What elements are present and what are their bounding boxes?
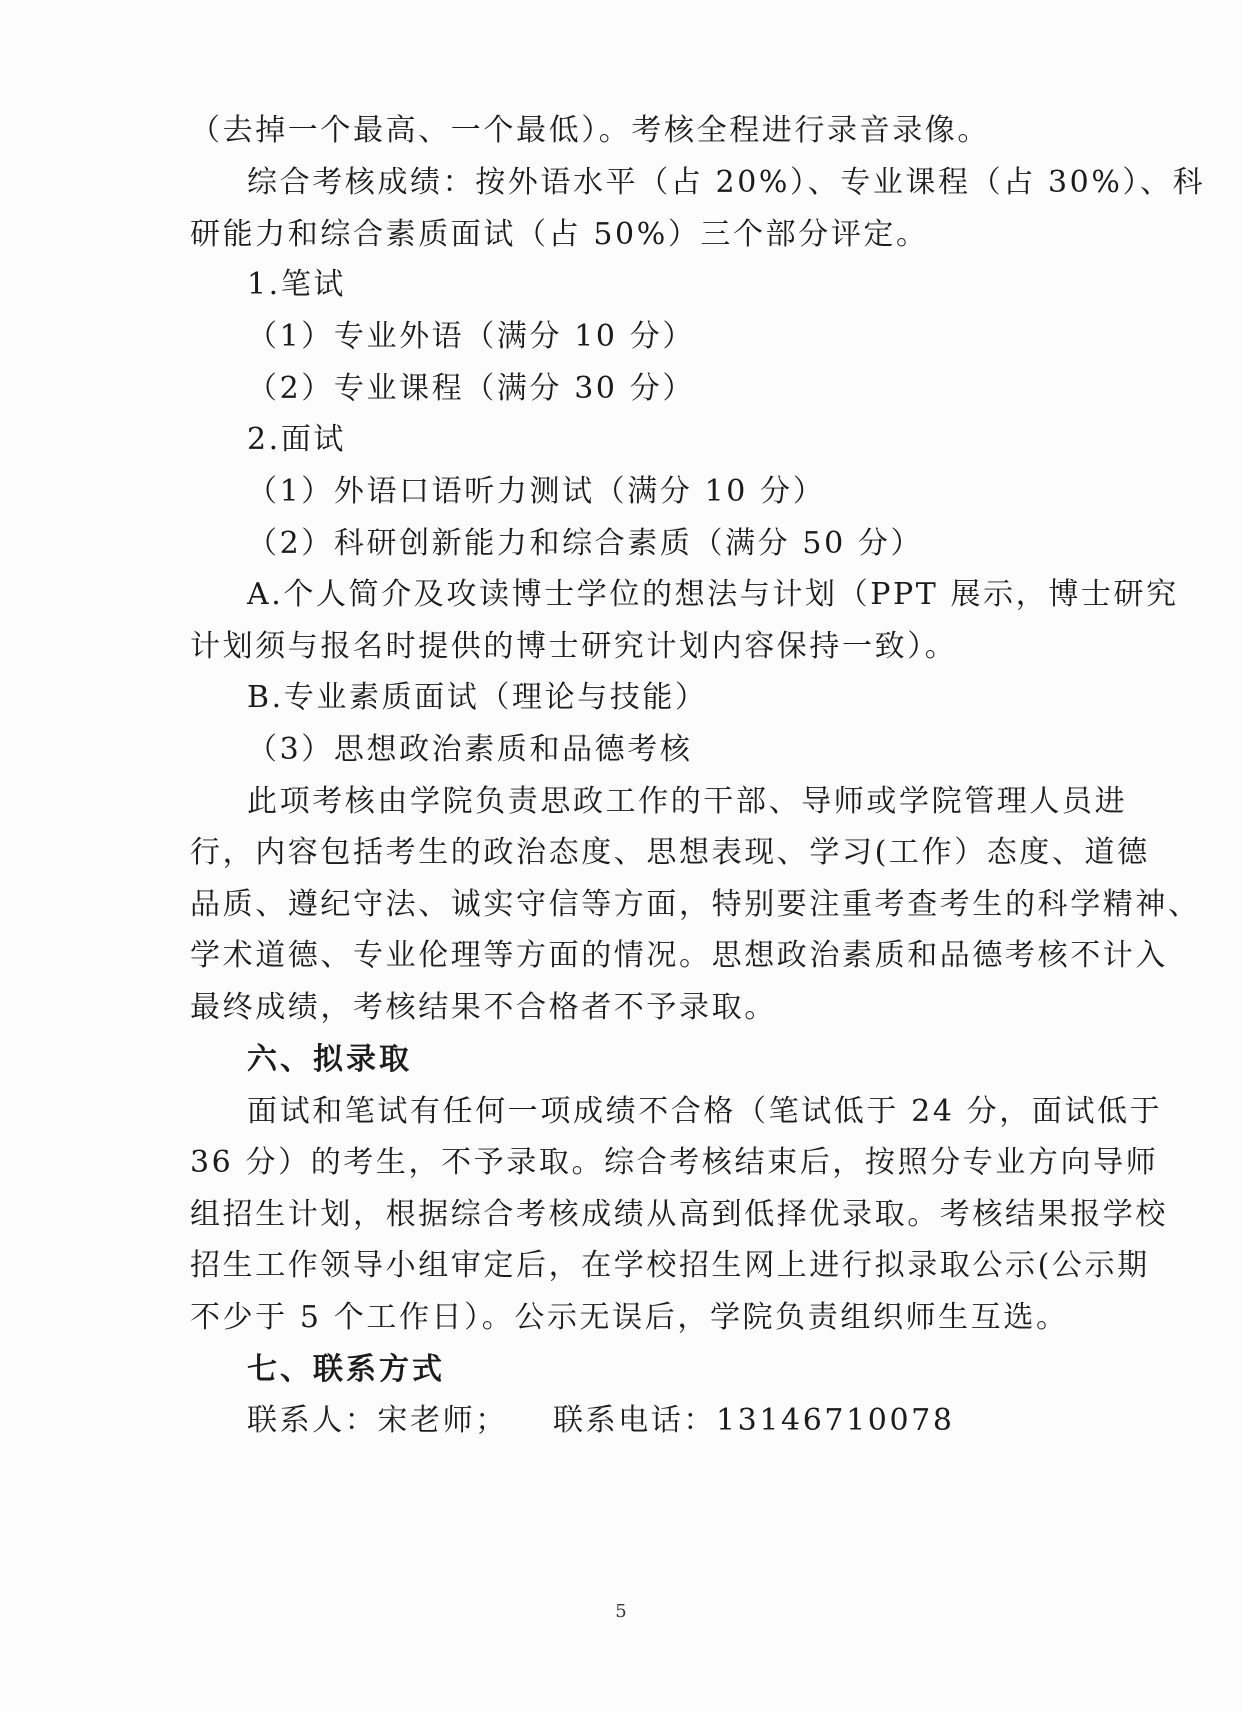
list-item: （1）外语口语听力测试（满分 10 分）: [247, 474, 826, 509]
paragraph-line: 此项考核由学院负责思政工作的干部、导师或学院管理人员进: [247, 784, 1128, 819]
paragraph-line: 综合考核成绩：按外语水平（占 20%）、专业课程（占 30%）、科: [247, 165, 1206, 200]
list-item: （2）科研创新能力和综合素质（满分 50 分）: [247, 526, 924, 561]
list-item: （2）专业课程（满分 30 分）: [247, 371, 695, 406]
paragraph-line: 最终成绩，考核结果不合格者不予录取。: [190, 990, 777, 1025]
section-item-written-exam: 1.笔试: [247, 267, 347, 302]
paragraph-line: 不少于 5 个工作日）。公示无误后，学院负责组织师生互选。: [190, 1300, 1069, 1335]
paragraph-line: 36 分）的考生，不予录取。综合考核结束后，按照分专业方向导师: [190, 1145, 1159, 1180]
paragraph-line: B.专业素质面试（理论与技能）: [247, 680, 708, 715]
list-item: （1）专业外语（满分 10 分）: [247, 319, 695, 354]
paragraph-line: 面试和笔试有任何一项成绩不合格（笔试低于 24 分，面试低于: [247, 1094, 1163, 1129]
list-item: （3）思想政治素质和品德考核: [247, 732, 693, 767]
paragraph-line: 组招生计划，根据综合考核成绩从高到低择优录取。考核结果报学校: [190, 1197, 1168, 1232]
section-heading-contact: 七、联系方式: [247, 1352, 445, 1387]
paragraph-line: 品质、遵纪守法、诚实守信等方面，特别要注重考查考生的科学精神、: [190, 887, 1201, 922]
paragraph-line: 研能力和综合素质面试（占 50%）三个部分评定。: [190, 217, 929, 252]
contact-person: 联系人：宋老师；: [247, 1403, 508, 1438]
section-heading-admission: 六、拟录取: [247, 1042, 412, 1077]
paragraph-line: 招生工作领导小组审定后，在学校招生网上进行拟录取公示(公示期: [190, 1248, 1150, 1283]
section-item-interview: 2.面试: [247, 422, 347, 457]
paragraph-line: 学术道德、专业伦理等方面的情况。思想政治素质和品德考核不计入: [190, 938, 1168, 973]
contact-phone: 联系电话：13146710078: [553, 1403, 955, 1438]
paragraph-line: （去掉一个最高、一个最低）。考核全程进行录音录像。: [190, 113, 990, 148]
paragraph-line: 行，内容包括考生的政治态度、思想表现、学习(工作）态度、道德: [190, 835, 1150, 870]
page-number: 5: [615, 1601, 627, 1622]
paragraph-line: A.个人简介及攻读博士学位的想法与计划（PPT 展示，博士研究: [247, 577, 1179, 612]
paragraph-line: 计划须与报名时提供的博士研究计划内容保持一致）。: [190, 629, 958, 664]
